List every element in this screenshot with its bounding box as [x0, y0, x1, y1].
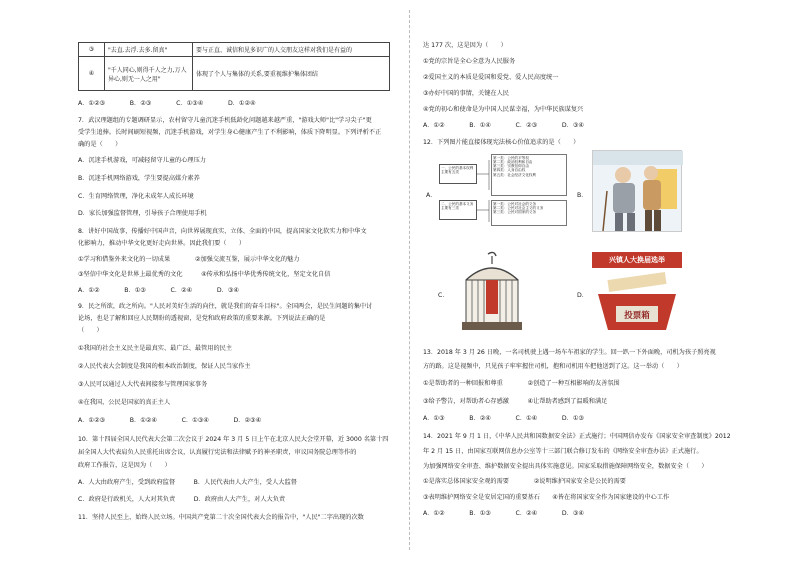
q14-items-2: ③表明维护网络安全是安居定国的重要基石 ④皆在将国家安全作为国家建设的中心工作 — [423, 494, 670, 501]
rights-item: 第五类：社会经济文化权利 — [493, 172, 537, 177]
q12-option-b-label: B． — [577, 192, 588, 199]
q13-stem-1: 13．2018 年 3 月 26 日晚，一名司机驶上遇一场车车祖家的学生。回一趴一下外面晚，司机为孩子照亮视 — [423, 349, 716, 356]
table-cell-quote: "去直.去浮.去多.留真" — [105, 43, 193, 57]
helping-elderly-illustration — [592, 150, 682, 232]
duties-item: 第一类：公民对社会的义务 — [493, 202, 537, 206]
q7-option-b: B．沉迷手机网络游戏，学生要提高媒介素养 — [78, 175, 200, 182]
rights-item: 第四类：人身自由权 — [493, 168, 526, 173]
rights-item: 第三类：宗教信仰自由 — [493, 164, 529, 169]
q10-stem-1: 10．第十四届全国人民代表大会第二次会议于 2024 年 3 月 5 日上午在北京人民大会堂开幕，近 3000 名第十四 — [78, 436, 389, 443]
q11-item-1: ①党的宗旨是全心全意为人民服务 — [423, 58, 516, 65]
quote-table — [78, 42, 390, 91]
q14-stem-2: 年 2 月 15 日，由国家互联网信息办公室等十三部门联合修订发布的《网络安全审查办法》正式施行。 — [423, 448, 703, 455]
q10-stem-3: 政府工作报告，这是因为（ ） — [78, 462, 171, 469]
table-row — [79, 43, 390, 57]
q10-stem-2: 届全国人大代表肩负人民重托出席会议，认真履行宪法和法律赋予的神圣职责，审议国务院总理等作的 — [78, 449, 357, 456]
q14-items-1: ①是落实总体国家安全观的需要 ②说明维护国家安全是公民的需要 — [423, 478, 626, 485]
rights-diagram — [437, 152, 570, 232]
q8-stem-2: 化影响力，推动中华文化更好走向世界。因此我们要（ ） — [78, 240, 246, 247]
q6-options: A．①②③ B．②③ C．①③④ D．①②④ — [78, 100, 256, 107]
q7-option-a: A．沉迷手机游戏，可减轻留守儿童的心理压力 — [78, 157, 206, 164]
rights-list-box — [491, 154, 567, 196]
ballot-box-label: 投票箱 — [624, 311, 650, 321]
q11-options: A．①② B．①④ C．②③ D．③④ — [423, 122, 584, 129]
q7-stem-1: 7．武汉理题组的专题调研显示，农村留守儿童沉迷手机低龄化问题越来越严重，"游戏大师"比"学习尖子"更 — [78, 117, 372, 124]
q7-option-c: C．生育网络管理，净化未成年人成长环境 — [78, 193, 194, 200]
q9-item-3: ③人民可以通过人大代表间接参与管理国家事务 — [78, 381, 208, 388]
table-cell-quote: "千人同心,则得千人之力,万人异心,则无一人之用" — [105, 57, 193, 91]
duties-category-box: 二、公民的基本义务主要有三类 — [439, 200, 477, 220]
q7-option-d: D．家长加强监督管理，引导孩子合理使用手机 — [78, 210, 207, 217]
q10-options-1: A．人大由政府产生，受到政府监督 B．人民代表由人大产生，受人大监督 — [78, 479, 297, 486]
q14-options: A．①② B．①③ C．②④ D．③④ — [423, 510, 584, 517]
q9-stem-2: 论场，也是了解和回应人民期盼的透视窗，是党和政府政策的重要来源。下列说法正确的是 — [78, 315, 326, 322]
q7-stem-2: 受学生追捧。长时间刷短视频，沉迷手机游戏，对学生身心健康产生了不利影响，体质下降明显。下列评析不正 — [78, 129, 382, 136]
q13-options: A．①③ B．②④ C．①④ D．①③ — [423, 415, 584, 422]
duties-item: 第三类：公民对国家的义务 — [493, 210, 537, 215]
rights-item: 第二类：政治权利和自由 — [493, 160, 533, 165]
duties-list-box — [491, 200, 567, 226]
q9-item-4: ④在我国，公民是国家的真正主人 — [78, 399, 171, 406]
q11-item-3: ③办好中国的事情，关键在人民 — [423, 90, 509, 97]
power-cage-image — [452, 250, 534, 334]
q8-stem-1: 8．讲好中国故事，传播好中国声音，向世界展现真实、立体、全面的中国，提高国家文化软实力和中华文 — [78, 228, 367, 235]
column-divider — [409, 10, 410, 550]
power-cage-illustration — [452, 250, 534, 334]
table-cell-explanation: 要与正直、诚信和见多识广的人交朋友这样对我们是有益的 — [193, 43, 390, 57]
duties-item: 第二类：公民对社会主义的义务 — [493, 206, 544, 211]
q9-item-2: ②人民代表大会制度是我国的根本政治制度，保证人民当家作主 — [78, 363, 251, 370]
q10-options-2: C．政府是行政机关，人大对其负责 D．政府由人大产生，对人大负责 — [78, 496, 286, 503]
q11-stem-2: 达 177 次，这是因为（ ） — [423, 42, 507, 49]
q13-stem-2: 方的路。这是视频中，只见孩子牢牢握住司机，抱和司机用车把他送到了这。这一举动（ ） — [423, 363, 683, 370]
q12-option-c-label: C． — [438, 292, 449, 299]
table-row — [79, 57, 390, 91]
rights-item: 第一类：公民的平等权 — [493, 156, 529, 160]
q12-option-d-label: D． — [577, 292, 588, 299]
q8-options: A．①② B．①③ C．②④ D．③④ — [78, 287, 239, 294]
q14-stem-3: 为加强网络安全审查、维护数据安全提出具体实施意见。国家采取措施保障网络安全，数据安全（ ） — [423, 463, 708, 470]
table-cell-explanation: 体现了个人与集体的关系,要重视维护集体团结 — [193, 57, 390, 91]
q11-item-4: ④党的初心和使命是为中国人民谋幸福，为中华民族谋复兴 — [423, 106, 584, 113]
q12-option-a-label: A． — [426, 192, 437, 199]
table-cell-num: ③ — [79, 43, 105, 57]
election-banner: 兴镇人大换届选举 — [609, 256, 665, 264]
q7-stem-3: 确的是（ ） — [78, 141, 122, 148]
q9-item-1: ①我国的社会主义民主是最真实、最广泛、最管用的民主 — [78, 345, 233, 352]
q8-items-2: ③坚信中华文化是世界上最优秀的文化 ④传承和弘扬中华优秀传统文化，坚定文化自信 — [78, 271, 331, 278]
q12-stem: 12．下列图片能直接体现宪法核心价值追求的是（ ） — [423, 139, 580, 146]
q9-options: A．①②③ B．①②④ C．①③④ D．②③④ — [78, 417, 262, 424]
table-cell-num: ④ — [79, 57, 105, 91]
q9-stem-3: （ ） — [78, 327, 103, 334]
helping-elderly-image — [593, 151, 683, 233]
q13-items-1: ①是帮助者的一种回报和尊重 ②创造了一种互相影响的友善氛围 — [423, 380, 620, 387]
q11-stem-1: 11．坚持人民至上，始终人民立场。中国共产党第二十次全国代表大会的报告中，"人民"二字出现的次数 — [78, 514, 364, 521]
q13-items-2: ③给予警告，对帮助者心存感激 ④让帮助者感到了温暖和满足 — [423, 398, 608, 405]
election-illustration — [590, 250, 684, 336]
q8-items-1: ①学习和借鉴外来文化的一切成果 ②加强交流互鉴，展示中华文化的魅力 — [78, 256, 300, 263]
q14-stem-1: 14．2021 年 9 月 1 日，《中华人民共和国数据安全法》正式施行；中国网信办发布《国家安全审查制度》2012 — [423, 433, 731, 440]
q9-stem-1: 9．民之所欲，政之所向。"人民对美好生活的向往，就是我们的奋斗目标"。全国两会，是民生问题的集中讨 — [78, 303, 373, 310]
rights-category-box: 一、公民的基本权利主要有五类 — [439, 164, 477, 184]
q11-item-2: ②爱国主义的本质是爱国和爱党、爱人民高度统一 — [423, 74, 559, 81]
